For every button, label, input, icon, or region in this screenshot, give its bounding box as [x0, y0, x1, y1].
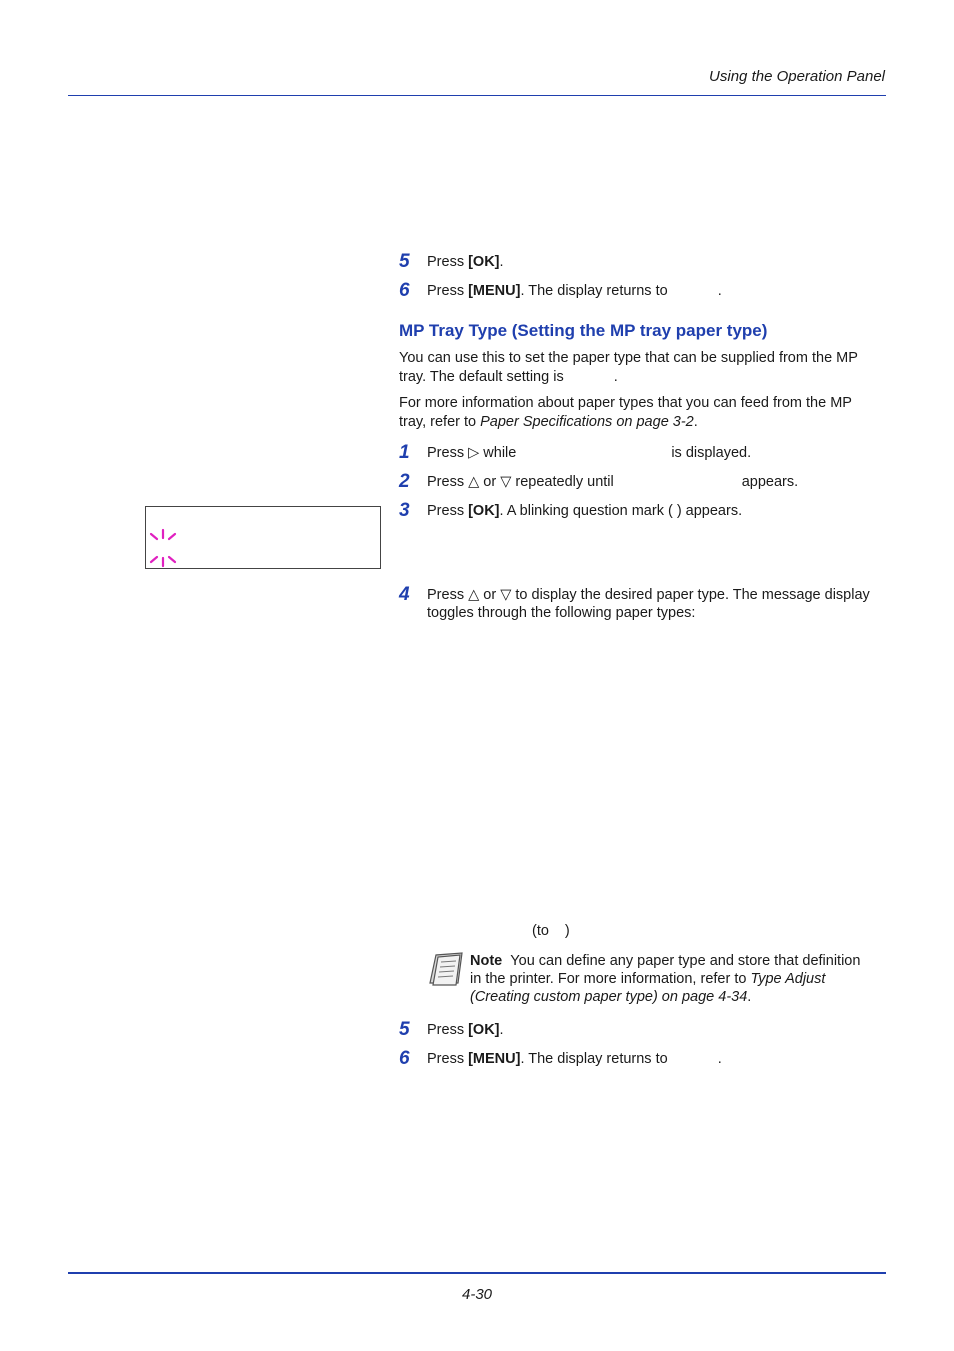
step-5-second: 5 Press [OK]. [399, 1019, 504, 1040]
up-arrow-icon: △ [468, 474, 480, 490]
step-4: 4 Press △ or ▽ to display the desired paper type. The message display [399, 584, 870, 605]
page-number: 4-30 [461, 1286, 493, 1303]
menu-key-label: [MENU] [468, 283, 521, 299]
paper-specifications-link[interactable]: Paper Specifications on page 3-2 [480, 414, 694, 430]
footer-rule [68, 1272, 886, 1274]
up-arrow-icon: △ [468, 587, 480, 603]
ok-key-label: [OK] [468, 1022, 500, 1038]
step-6-second: 6 Press [MENU]. The display returns to . [399, 1048, 722, 1069]
step-4-continuation: toggles through the following paper types: [427, 605, 696, 621]
step-6-first: 6 Press [MENU]. The display returns to . [399, 280, 722, 301]
note-text: Note You can define any paper type and store that definition in the printer. For more information, refer to Type Adjust (Creating custom paper type) on page 4-34. [470, 953, 861, 1005]
blink-indicator-icon [148, 528, 178, 548]
down-arrow-icon: ▽ [500, 474, 512, 490]
blink-indicator-icon [148, 548, 178, 568]
menu-key-label: [MENU] [468, 1051, 521, 1067]
note-icon [427, 951, 465, 987]
paper-type-list-tail: (to ) [532, 923, 570, 939]
step-2: 2 Press △ or ▽ repeatedly until appears. [399, 471, 799, 492]
step-1: 1 Press ▷ while is displayed. [399, 442, 752, 463]
type-adjust-link-cont[interactable]: (Creating custom paper type) on page 4-34 [470, 989, 748, 1005]
reference-paragraph: For more information about paper types that you can feed from the MP tray, refer to Paper Specifications on page 3-2. [399, 395, 852, 430]
step-5-first: 5 Press [OK]. [399, 251, 504, 272]
step-3: 3 Press [OK]. A blinking question mark ( ) appears. [399, 500, 743, 521]
intro-paragraph: You can use this to set the paper type that can be supplied from the MP tray. The default setting is . [399, 350, 858, 385]
header-rule [68, 95, 886, 96]
lcd-message-display [145, 506, 381, 569]
type-adjust-link[interactable]: Type Adjust [750, 971, 826, 987]
ok-key-label: [OK] [468, 503, 500, 519]
running-header: Using the Operation Panel [709, 68, 885, 85]
down-arrow-icon: ▽ [500, 587, 512, 603]
step-number: 6 [399, 280, 410, 301]
section-heading: MP Tray Type (Setting the MP tray paper type) [399, 321, 768, 340]
right-arrow-icon: ▷ [468, 445, 480, 461]
note-label: Note [470, 953, 503, 969]
step-number: 5 [399, 251, 410, 272]
ok-key-label: [OK] [468, 254, 500, 270]
